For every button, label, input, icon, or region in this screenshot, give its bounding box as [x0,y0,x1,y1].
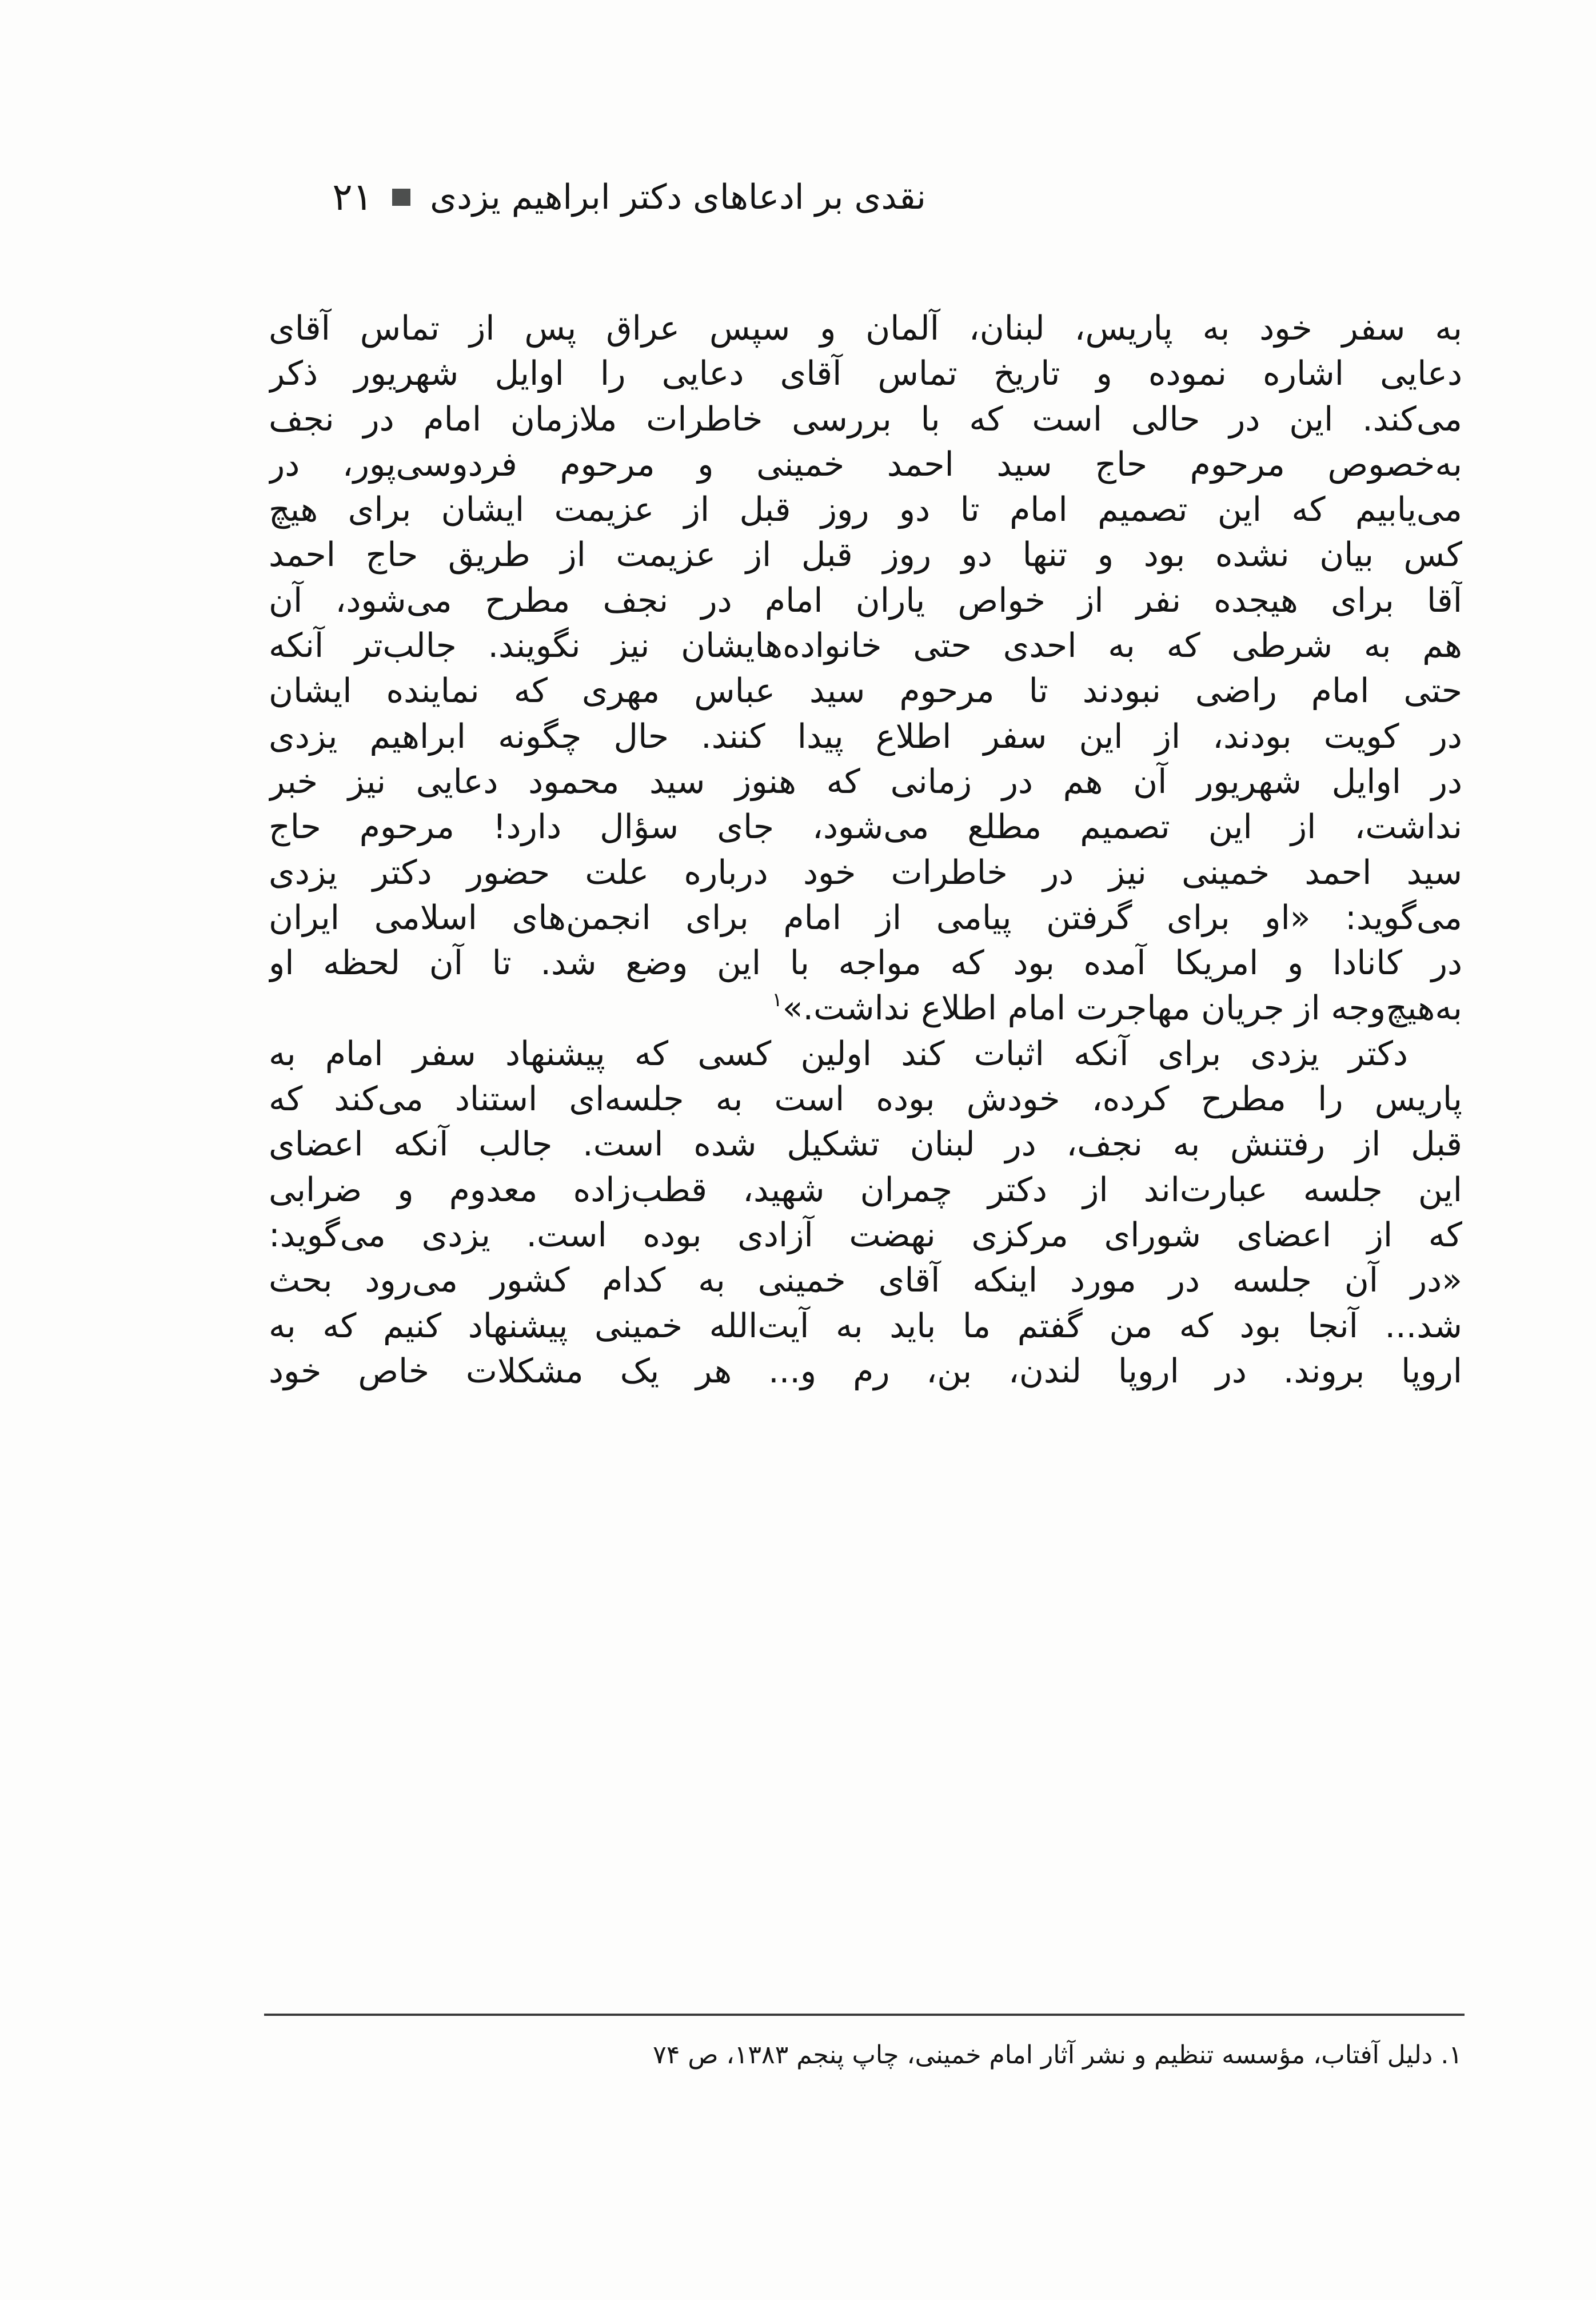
text-line: می‌کند. این در حالی است که با بررسی خاطرات ملازمان امام در نجف [269,399,1462,439]
text-line: «در آن جلسه در مورد اینکه آقای خمینی به کدام کشور می‌رود بحث [269,1261,1462,1300]
footnote-divider [264,2014,1465,2016]
text-line: اروپا بروند. در اروپا لندن، بن، رم و... هر یک مشکلات خاص خود [269,1351,1462,1390]
square-icon [392,189,410,206]
text-line: در اوایل شهریور آن هم در زمانی که هنوز سید محمود دعایی نیز خبر [269,762,1462,801]
text-line: حتی امام راضی نبودند تا مرحوم سید عباس مهری که نماینده ایشان [269,671,1462,711]
text-line: کس بیان نشده بود و تنها دو روز قبل از عزیمت از طریق حاج احمد [269,535,1462,575]
text-line: پاریس را مطرح کرده، خودش بوده است به جلسه‌ای استناد می‌کند که [269,1079,1462,1119]
text-line: می‌گوید: «او برای گرفتن پیامی از امام برای انجمن‌های اسلامی ایران [269,898,1462,937]
text-line: این جلسه عبارت‌اند از دکتر چمران شهید، قطب‌زاده معدوم و ضرابی [269,1170,1462,1209]
footnote: ۱. دلیل آفتاب، مؤسسه تنظیم و نشر آثار امام خمینی، چاپ پنجم ۱۳۸۳، ص ۷۴ [653,2040,1462,2070]
text-line: هم به شرطی که به احدی حتی خانواده‌هایشان نیز نگویند. جالب‌تر آنکه [269,626,1462,665]
text-line: آقا برای هیجده نفر از خواص یاران امام در نجف مطرح می‌شود، آن [269,580,1462,620]
text-line: در کانادا و امریکا آمده بود که مواجه با این وضع شد. تا آن لحظه او [269,943,1462,983]
text-line: شد... آنجا بود که من گفتم ما باید به آیت‌الله خمینی پیشنهاد کنیم که به [269,1306,1462,1345]
text-line: به سفر خود به پاریس، لبنان، آلمان و سپس عراق پس از تماس آقای [269,309,1462,348]
text-line: که از اعضای شورای مرکزی نهضت آزادی بوده است. یزدی می‌گوید: [269,1215,1462,1254]
text-line: نداشت، از این تصمیم مطلع می‌شود، جای سؤال دارد! مرحوم حاج [269,807,1462,847]
page-number: ۲۱ [332,175,373,219]
text-line: قبل از رفتنش به نجف، در لبنان تشکیل شده است. جالب آنکه اعضای [269,1125,1462,1164]
paragraph-start-line: دکتر یزدی برای آنکه اثبات کند اولین کسی که پیشنهاد سفر امام به [269,1034,1408,1073]
text-line: در کویت بودند، از این سفر اطلاع پیدا کنند. حال چگونه ابراهیم یزدی [269,716,1462,756]
text-line: به‌خصوص مرحوم حاج سید احمد خمینی و مرحوم فردوسی‌پور، در [269,444,1462,484]
running-header [297,166,926,229]
running-title: نقدی بر ادعاهای دکتر ابراهیم یزدی [430,177,926,217]
footnote-reference[interactable]: ۱ [772,988,783,1012]
text-line: به‌هیچ‌وجه از جریان مهاجرت امام اطلاع نداشت.» [782,988,1462,1028]
text-line: دعایی اشاره نموده و تاریخ تماس آقای دعایی را اوایل شهریور ذکر [269,354,1462,393]
text-line: می‌یابیم که این تصمیم امام تا دو روز قبل از عزیمت ایشان برای هیچ [269,490,1462,529]
text-line: سید احمد خمینی نیز در خاطرات خود درباره علت حضور دکتر یزدی [269,852,1462,892]
paragraph-end-line [269,986,1462,1031]
body-text [269,306,1462,1394]
